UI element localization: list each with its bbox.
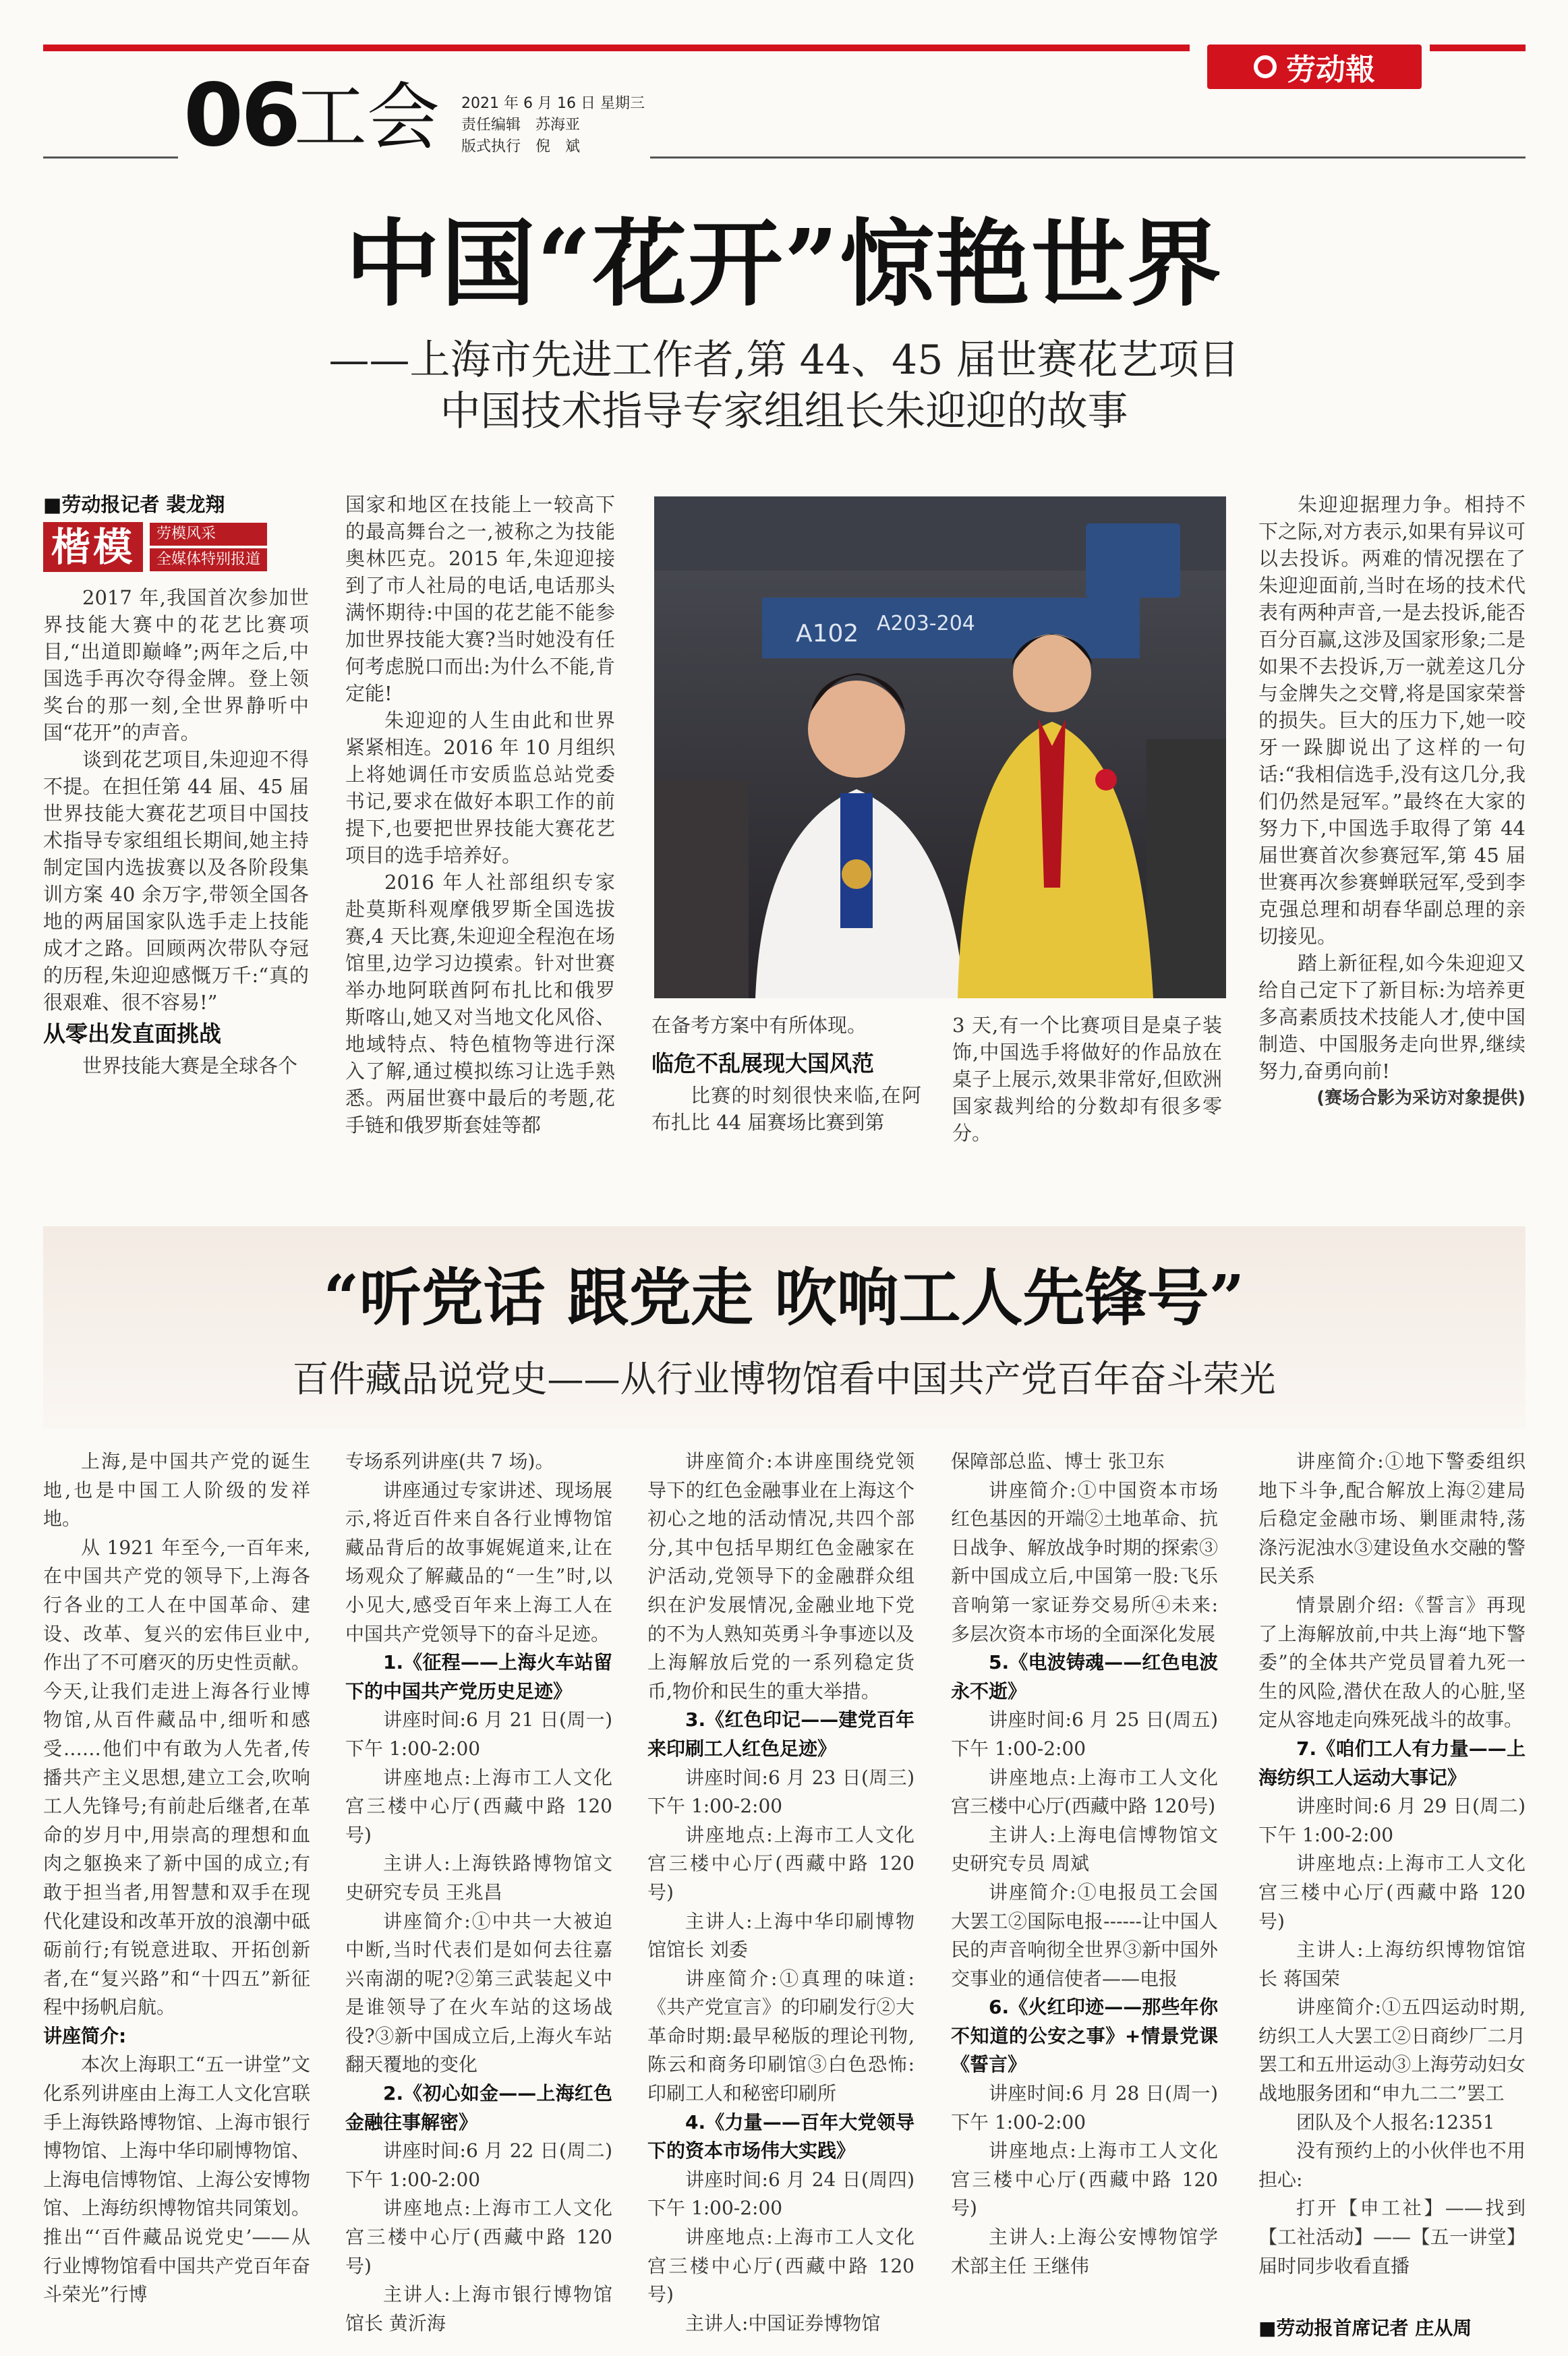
photo-illustration	[654, 496, 1226, 998]
article1-subtitle-line1: ——上海市先进工作者,第 44、45 届世赛花艺项目	[328, 337, 1240, 384]
article2-intro-heading: 讲座简介:	[43, 2024, 127, 2047]
paragraph: 讲座地点:上海市工人文化宫三楼中心厅(西藏中路 120 号)	[345, 1766, 612, 1846]
paragraph: 讲座时间:6 月 23 日(周三)下午 1:00-2:00	[647, 1766, 914, 1818]
paragraph: 世界技能大赛是全球各个	[82, 1054, 298, 1077]
paragraph: 主讲人:上海中华印刷博物馆馆长 刘委	[647, 1909, 914, 1961]
paragraph: 讲座时间:6 月 29 日(周二)下午 1:00-2:00	[1258, 1795, 1526, 1846]
top-red-rule	[43, 45, 1190, 51]
paragraph: 踏上新征程,如今朱迎迎又给自己定下了新目标:为培养更多高素质技术技能人才,使中国制造、中国服务走向世界,继续努力,奋勇向前!	[1258, 952, 1526, 1083]
paragraph: 情景剧介绍:《誓言》再现了上海解放前,中共上海“地下警委”的全体共产党员冒着九死一生的风险,潜伏在敌人的心脏,坚定从容地走向殊死战斗的故事。	[1258, 1593, 1526, 1731]
edition-info	[461, 93, 645, 158]
article2-subtitle: 百件藏品说党史——从行业博物馆看中国共产党百年奋斗荣光	[292, 1358, 1276, 1400]
article1-col3	[651, 1012, 921, 1136]
logo-text: 劳动報	[1286, 53, 1375, 87]
paragraph: 讲座地点:上海市工人文化宫三楼中心厅(西藏中路 120 号)	[647, 1823, 914, 1903]
newspaper-logo	[1207, 45, 1422, 89]
editor-credit: 责任编辑 苏海亚	[461, 117, 581, 134]
top-red-rule-right	[1430, 45, 1526, 51]
paragraph: 主讲人:中国证券博物馆	[685, 2311, 881, 2334]
lecture-title: 2.《初心如金——上海红色金融往事解密》	[345, 2082, 612, 2133]
article1-subtitle	[0, 335, 1568, 437]
article1-col1	[43, 491, 309, 1079]
article1-heading2: 临危不乱展现大国风范	[651, 1050, 874, 1076]
article2-col1	[43, 1447, 310, 2309]
article1-col2	[345, 491, 615, 1139]
article1-photo	[654, 496, 1226, 998]
paragraph: 主讲人:上海电信博物馆文史研究专员 周斌	[951, 1823, 1218, 1875]
paragraph: 主讲人:上海铁路博物馆文史研究专员 王兆昌	[345, 1852, 612, 1903]
paragraph: 讲座时间:6 月 22 日(周二)下午 1:00-2:00	[345, 2139, 612, 2191]
paragraph: 讲座简介:①中共一大被迫中断,当时代表们是如何去往嘉兴南湖的呢?②第三武装起义中是谁领导了在火车站的这场战役?③新中国成立后,上海火车站翻天覆地的变化	[345, 1909, 612, 2076]
paragraph: 讲座通过专家讲述、现场展示,将近百件来自各行业博物馆藏品背后的故事娓娓道来,让在场观众了解藏品的“一生”时,以小见大,感受百年来上海工人在中国共产党领导下的奋斗足迹。	[345, 1478, 612, 1645]
header-right-rule	[650, 156, 1526, 159]
lecture-title: 6.《火红印迹——那些年你不知道的公安之事》+情景党课《誓言》	[951, 1996, 1218, 2076]
page-number: 06	[183, 65, 299, 166]
logo-mark-icon	[1254, 55, 1277, 78]
column-tag-small-1: 劳模风采	[150, 523, 267, 546]
paragraph: 主讲人:上海纺织博物馆馆长 蒋国荣	[1258, 1938, 1526, 1990]
paragraph: 2016 年人社部组织专家赴莫斯科观摩俄罗斯全国选拔赛,4 天比赛,朱迎迎全程泡在场馆里,边学习边摸索。针对世赛举办地阿联酋阿布扎比和俄罗斯喀山,她又对当地文化风俗、地域特点、特色植物等进行深入了解,通过模拟练习让选手熟悉。两届世赛中最后的考题,花手链和俄罗斯套娃等都	[345, 871, 615, 1137]
article1-col4	[952, 1012, 1222, 1147]
photo-sign-2: A203-204	[877, 612, 975, 635]
paragraph: 讲座时间:6 月 24 日(周四)下午 1:00-2:00	[647, 2168, 914, 2220]
lecture-title: 4.《力量——百年大党领导下的资本市场伟大实践》	[647, 2110, 914, 2162]
layout-credit: 版式执行 倪 斌	[461, 138, 581, 155]
paragraph: 讲座时间:6 月 25 日(周五)下午 1:00-2:00	[951, 1708, 1218, 1760]
article2-col4	[951, 1447, 1218, 2280]
paragraph: 讲座简介:本讲座围绕党领导下的红色金融事业在上海这个初心之地的活动情况,共四个部分,其中包括早期红色金融家在沪活动,党领导下的金融群众组织在沪发展情况,金融业地下党的不为人熟知英勇斗争事迹以及上海解放后党的一系列稳定货币,物价和民生的重大举措。	[647, 1450, 914, 1702]
paragraph: 讲座地点:上海市工人文化宫三楼中心厅(西藏中路 120 号)	[951, 2139, 1218, 2220]
article1-heading1: 从零出发直面挑战	[43, 1021, 221, 1047]
issue-date: 2021 年 6 月 16 日 星期三	[461, 95, 645, 112]
paragraph: 比赛的时刻很快来临,在阿布扎比 44 届赛场比赛到第	[651, 1084, 921, 1134]
paragraph: 团队及个人报名:12351	[1296, 2110, 1495, 2133]
paragraph: 朱迎迎的人生由此和世界紧紧相连。2016 年 10 月组织上将她调任市安质监总站党委书记,要求在做好本职工作的前提下,也要把世界技能大赛花艺项目的选手培养好。	[345, 709, 615, 867]
paragraph: 讲座简介:①地下警委组织地下斗争,配合解放上海②建局后稳定金融市场、剿匪肃特,荡涤污泥浊水③建设鱼水交融的警民关系	[1258, 1450, 1526, 1588]
column-tag-small-2: 全媒体特别报道	[150, 548, 267, 571]
column-tag	[43, 522, 309, 572]
paragraph: 从 1921 年至今,一百年来,在中国共产党的领导下,上海各行各业的工人在中国革命、建设、改革、复兴的宏伟巨业中,作出了不可磨灭的历史性贡献。今天,让我们走进上海各行业博物馆,从百件藏品中,细听和感受……他们中有敢为人先者,传播共产主义思想,建立工会,吹响工人先锋号;有前赴后继者,在革命的岁月中,用崇高的理想和血肉之躯换来了新中国的成立;有敢于担当者,用智慧和双手在现代化建设和改革开放的浪潮中砥砺前行;有锐意进取、开拓创新者,在“复兴路”和“十四五”新征程中扬帆启航。	[43, 1536, 310, 2019]
paragraph: 朱迎迎据理力争。相持不下之际,对方表示,如果有异议可以去投诉。两难的情况摆在了朱迎迎面前,当时在场的技术代表有两种声音,一是去投诉,能否百分百赢,这涉及国家形象;二是如果不去投诉,万一就差这几分与金牌失之交臂,将是国家荣誉的损失。巨大的压力下,她一咬牙一跺脚说出了这样的一句话:“我相信选手,没有这几分,我们仍然是冠军。”最终在大家的努力下,中国选手取得了第 44 届世赛首次参赛冠军,第 45 届世赛再次参赛蝉联冠军,受到李克强总理和胡春华副总理的亲切接见。	[1258, 493, 1526, 948]
column-tag-big: 楷模	[43, 522, 143, 572]
article1-subtitle-line2: 中国技术指导专家组组长朱迎迎的故事	[440, 388, 1128, 435]
paragraph: 讲座简介:①五四运动时期,纺织工人大罢工②日商纱厂二月罢工和五卅运动③上海劳动妇女战地服务团和“申九二二”罢工	[1258, 1996, 1526, 2105]
header-left-rule	[43, 156, 178, 159]
article1-byline: ■劳动报记者 裴龙翔	[43, 493, 225, 516]
article2-col3	[647, 1447, 914, 2338]
article2-col5	[1258, 1447, 1526, 2280]
paragraph: 在备考方案中有所体现。	[651, 1014, 867, 1037]
paragraph: 专场系列讲座(共 7 场)。	[345, 1450, 554, 1472]
paragraph: 谈到花艺项目,朱迎迎不得不提。在担任第 44 届、45 届世界技能大赛花艺项目中国技术指导专家组组长期间,她主持制定国内选拔赛以及各阶段集训方案 40 余万字,带领全国各地的两届国家队选手走上技能成才之路。回顾两次带队夺冠的历程,朱迎迎感慨万千:“真的很艰难、很不容易!”	[43, 748, 309, 1014]
paragraph: 讲座地点:上海市工人文化宫三楼中心厅(西藏中路 120 号)	[345, 2197, 612, 2277]
photo-credit: (赛场合影为采访对象提供)	[1316, 1088, 1526, 1108]
article1-col5	[1258, 491, 1526, 1112]
paragraph: 讲座地点:上海市工人文化宫三楼中心厅(西藏中路 120号)	[951, 1766, 1218, 1818]
article2-byline: ■劳动报首席记者 庄从周	[1258, 2317, 1472, 2339]
article1-title: 中国“花开”惊艳世界	[345, 209, 1223, 320]
lecture-title: 5.《电波铸魂——红色电波永不逝》	[951, 1651, 1218, 1702]
paragraph: 打开【申工社】——找到【工社活动】——【五一讲堂】届时同步收看直播	[1258, 2197, 1526, 2277]
lecture-title: 1.《征程——上海火车站留下的中国共产党历史足迹》	[345, 1651, 612, 1702]
paragraph: 讲座简介:①中国资本市场红色基因的开端②土地革命、抗日战争、解放战争时期的探索③新中国成立后,中国第一股:飞乐音响第一家证券交易所④未来:多层次资本市场的全面深化发展	[951, 1478, 1218, 1645]
paragraph: 讲座地点:上海市工人文化宫三楼中心厅(西藏中路 120 号)	[1258, 1852, 1526, 1932]
paragraph: 国家和地区在技能上一较高下的最高舞台之一,被称之为技能奥林匹克。2015 年,朱迎迎接到了市人社局的电话,电话那头满怀期待:中国的花艺能不能参加世界技能大赛?当时她没有任何考虑脱口而出:为什么不能,肯定能!	[345, 493, 615, 705]
paragraph: 没有预约上的小伙伴也不用担心:	[1258, 2139, 1526, 2191]
paragraph: 主讲人:上海公安博物馆学术部主任 王继伟	[951, 2226, 1218, 2277]
lecture-title: 3.《红色印记——建党百年来印刷工人红色足迹》	[647, 1708, 914, 1760]
paragraph: 主讲人:上海市银行博物馆馆长 黄沂海	[345, 2283, 612, 2334]
section-name: 工会	[294, 76, 440, 160]
paragraph: 保障部总监、博士 张卫东	[951, 1450, 1165, 1472]
photo-sign-1: A102	[796, 620, 859, 648]
paragraph: 3 天,有一个比赛项目是桌子装饰,中国选手将做好的作品放在桌子上展示,效果非常好,但欧洲国家裁判给的分数却有很多零分。	[952, 1014, 1222, 1145]
article2-col2	[345, 1447, 612, 2338]
paragraph: 本次上海职工“五一讲堂”文化系列讲座由上海工人文化宫联手上海铁路博物馆、上海市银行博物馆、上海中华印刷博物馆、上海电信博物馆、上海公安博物馆、上海纺织博物馆共同策划。推出“‘百件藏品说党史’——从行业博物馆看中国共产党百年奋斗荣光”行博	[43, 2053, 310, 2306]
paragraph: 上海,是中国共产党的诞生地,也是中国工人阶级的发祥地。	[43, 1450, 310, 1530]
paragraph: 讲座简介:①真理的味道:《共产党宣言》的印刷发行②大革命时期:最早秘版的理论刊物,陈云和商务印刷馆③白色恐怖:印刷工人和秘密印刷所	[647, 1967, 914, 2105]
paragraph: 讲座地点:上海市工人文化宫三楼中心厅(西藏中路 120 号)	[647, 2226, 914, 2306]
article2-title: “听党话 跟党走 吹响工人先锋号”	[323, 1261, 1245, 1334]
paragraph: 讲座时间:6 月 21 日(周一)下午 1:00-2:00	[345, 1708, 612, 1760]
lecture-title: 7.《咱们工人有力量——上海纺织工人运动大事记》	[1258, 1737, 1526, 1789]
paragraph: 讲座简介:①电报员工会国大罢工②国际电报------让中国人民的声音响彻全世界③新中国外交事业的通信使者——电报	[951, 1880, 1218, 1990]
paragraph: 讲座时间:6 月 28 日(周一)下午 1:00-2:00	[951, 2082, 1218, 2133]
column-tag-small-group	[150, 523, 267, 571]
paragraph: 2017 年,我国首次参加世界技能大赛中的花艺比赛项目,“出道即巅峰”;两年之后,中国选手再次夺得金牌。登上领奖台的那一刻,全世界静听中国“花开”的声音。	[43, 586, 309, 744]
